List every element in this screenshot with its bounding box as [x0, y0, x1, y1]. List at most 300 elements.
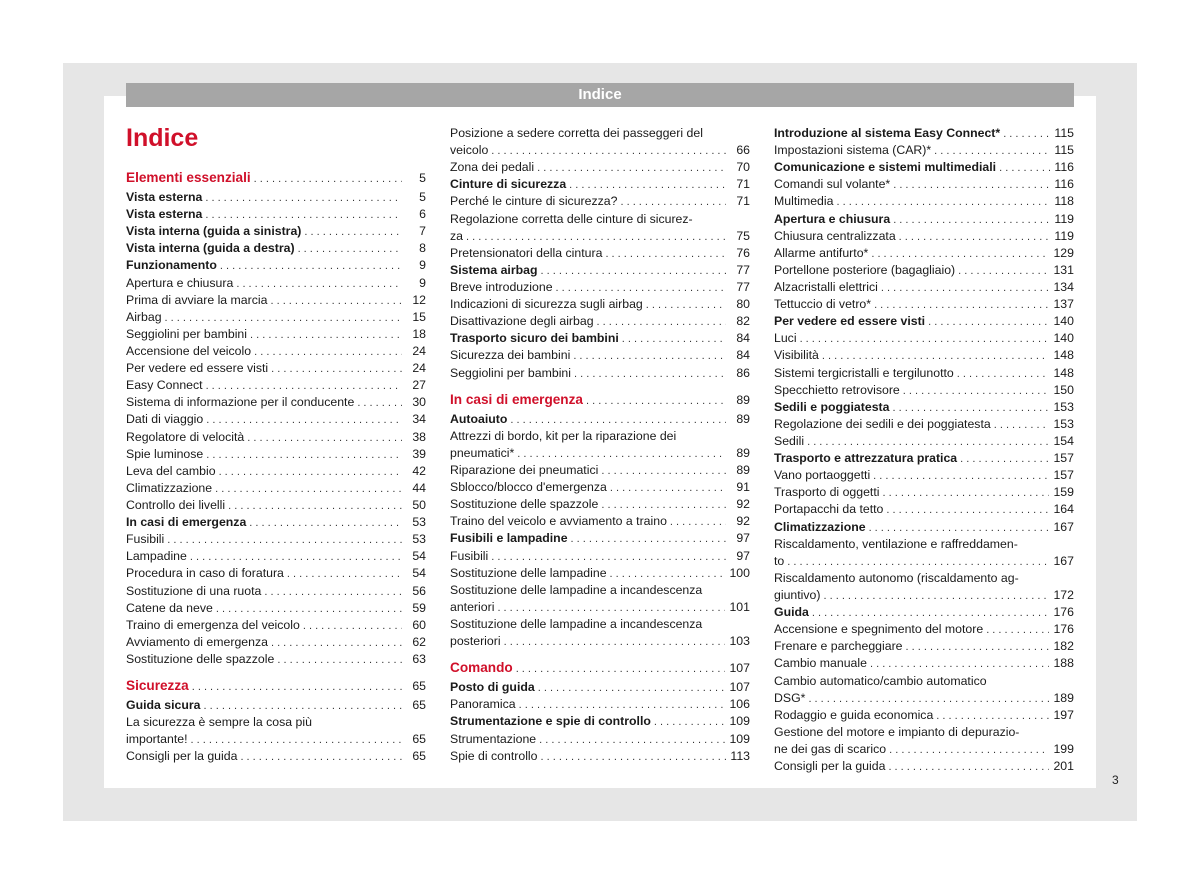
toc-entry[interactable]	[126, 651, 426, 668]
toc-entry-continued	[450, 428, 750, 445]
dot-leader	[601, 463, 726, 479]
toc-entry[interactable]	[774, 176, 1074, 193]
toc-entry[interactable]	[450, 713, 750, 730]
dot-leader	[167, 532, 402, 548]
toc-column-1	[126, 125, 426, 766]
dot-leader	[893, 212, 1050, 228]
dot-leader	[190, 549, 402, 565]
toc-entry[interactable]	[450, 496, 750, 513]
dot-leader	[539, 732, 725, 748]
toc-entry[interactable]	[126, 343, 426, 360]
toc-entry[interactable]	[450, 696, 750, 713]
dot-leader	[807, 434, 1049, 450]
dot-leader	[219, 464, 402, 480]
dot-leader	[958, 263, 1049, 279]
toc-entry-page: 12	[412, 292, 426, 307]
dot-leader	[870, 656, 1050, 672]
toc-entry-page: 24	[412, 343, 426, 358]
toc-entry-page: 65	[412, 679, 426, 694]
toc-entry[interactable]	[774, 604, 1074, 621]
toc-entry[interactable]	[450, 228, 750, 245]
toc-entry[interactable]	[774, 245, 1074, 262]
toc-entry-page: 70	[736, 160, 750, 175]
toc-entry-page: 34	[412, 412, 426, 427]
dot-leader	[228, 498, 402, 514]
toc-entry-label: pneumatici*	[450, 445, 515, 460]
dot-leader	[886, 502, 1049, 518]
dot-leader	[808, 691, 1049, 707]
toc-entry-label: Comando	[450, 660, 513, 676]
toc-entry-page: 109	[729, 731, 750, 746]
toc-entry-label: Prima di avviare la marcia	[126, 292, 268, 307]
toc-entry[interactable]	[450, 599, 750, 616]
toc-entry[interactable]	[126, 617, 426, 634]
dot-leader	[569, 177, 726, 193]
toc-entry[interactable]	[126, 206, 426, 223]
toc-entry-page: 53	[412, 532, 426, 547]
dot-leader	[192, 676, 402, 697]
toc-entry[interactable]	[450, 748, 750, 765]
dot-leader	[254, 344, 402, 360]
toc-entry-page: 199	[1053, 741, 1074, 756]
dot-leader	[541, 749, 727, 765]
dot-leader	[357, 395, 402, 411]
toc-entry[interactable]	[774, 296, 1074, 313]
dot-leader	[491, 143, 726, 159]
toc-entry-page: 9	[419, 258, 426, 273]
toc-entry-label: Vista interna (guida a destra)	[126, 241, 295, 256]
toc-entry-page: 38	[412, 429, 426, 444]
toc-entry[interactable]	[126, 463, 426, 480]
dot-leader	[610, 480, 726, 496]
toc-column-3	[774, 125, 1074, 775]
toc-entry[interactable]	[450, 679, 750, 696]
toc-entry[interactable]	[450, 479, 750, 496]
dot-leader	[646, 297, 726, 313]
toc-entry-label: Leva del cambio	[126, 463, 216, 478]
toc-entry[interactable]	[774, 638, 1074, 655]
toc-section-heading[interactable]	[450, 657, 750, 679]
toc-entry-label: Vista interna (guida a sinistra)	[126, 224, 302, 239]
dot-leader	[303, 618, 402, 634]
dot-leader	[654, 714, 726, 730]
toc-entry-label: Comunicazione e sistemi multimediali	[774, 160, 997, 175]
toc-entry[interactable]	[774, 587, 1074, 604]
toc-entry[interactable]	[774, 399, 1074, 416]
toc-entry-page: 50	[412, 497, 426, 512]
toc-entry[interactable]	[126, 275, 426, 292]
toc-entry[interactable]	[126, 223, 426, 240]
toc-entry-label: Regolazione dei sedili e dei poggiatesta	[774, 416, 991, 431]
toc-entry[interactable]	[774, 193, 1074, 210]
toc-entry-page: 84	[736, 331, 750, 346]
toc-entry-label: Sedili	[774, 433, 805, 448]
toc-entry[interactable]	[126, 394, 426, 411]
toc-entry-page: 137	[1053, 297, 1074, 312]
toc-entry-page: 119	[1054, 228, 1074, 243]
toc-entry-label: In casi di emergenza	[126, 515, 247, 530]
toc-entry[interactable]	[774, 365, 1074, 382]
toc-entry-label: Sostituzione delle spazzole	[126, 651, 275, 666]
toc-entry-label: Climatizzazione	[126, 480, 213, 495]
toc-entry-label: Trasporto sicuro dei bambini	[450, 331, 619, 346]
dot-leader	[881, 280, 1050, 296]
toc-entry[interactable]	[450, 411, 750, 428]
toc-entry-label: Regolazione corretta delle cinture di sicurez-	[450, 211, 693, 226]
toc-entry-label: Gestione del motore e impianto di depurazio-	[774, 724, 1020, 739]
toc-entry[interactable]	[126, 480, 426, 497]
toc-entry-page: 65	[412, 749, 426, 764]
toc-entry[interactable]	[126, 600, 426, 617]
dot-leader	[610, 566, 726, 582]
toc-entry-page: 54	[412, 549, 426, 564]
toc-entry[interactable]	[450, 313, 750, 330]
toc-entry-label: Traino di emergenza del veicolo	[126, 617, 300, 632]
toc-entry-page: 129	[1053, 245, 1074, 260]
dot-leader	[516, 658, 726, 679]
dot-leader	[620, 194, 726, 210]
toc-entry-label: Guida	[774, 605, 809, 620]
toc-entry[interactable]	[450, 279, 750, 296]
toc-entry-page: 92	[736, 497, 750, 512]
toc-entry-label: Regolatore di velocità	[126, 429, 245, 444]
toc-entry-page: 65	[412, 732, 426, 747]
toc-entry[interactable]	[774, 228, 1074, 245]
toc-entry-page: 66	[736, 143, 750, 158]
toc-entry[interactable]	[774, 553, 1074, 570]
toc-entry-page: 103	[729, 634, 750, 649]
toc-entry-page: 157	[1053, 451, 1074, 466]
toc-entry[interactable]	[450, 245, 750, 262]
dot-leader	[491, 549, 726, 565]
toc-entry-label: Alzacristalli elettrici	[774, 279, 878, 294]
toc-entry[interactable]	[126, 583, 426, 600]
toc-entry-page: 42	[412, 463, 426, 478]
toc-entry-label: Posizione a sedere corretta dei passeggeri del	[450, 126, 703, 140]
toc-entry-page: 182	[1053, 639, 1074, 654]
toc-entry-label: Sostituzione delle lampadine a incandescenza	[450, 616, 703, 631]
toc-entry[interactable]	[450, 445, 750, 462]
toc-entry-page: 153	[1053, 399, 1074, 414]
toc-column-2	[450, 125, 750, 765]
dot-leader	[264, 584, 402, 600]
dot-leader	[504, 634, 726, 650]
toc-entry-page: 131	[1053, 262, 1074, 277]
toc-entry[interactable]	[774, 741, 1074, 758]
dot-leader	[271, 361, 402, 377]
toc-entry[interactable]	[126, 411, 426, 428]
toc-entry-page: 167	[1053, 553, 1074, 568]
dot-leader	[191, 732, 402, 748]
toc-entry[interactable]	[126, 309, 426, 326]
toc-entry-page: 60	[412, 617, 426, 632]
toc-entry-label: Riscaldamento autonomo (riscaldamento ag-	[774, 570, 1019, 585]
toc-entry-label: Attrezzi di bordo, kit per la riparazione dei	[450, 428, 677, 443]
toc-entry[interactable]	[774, 655, 1074, 672]
toc-entry-page: 140	[1053, 331, 1074, 346]
toc-entry[interactable]	[774, 125, 1074, 142]
dot-leader	[888, 759, 1049, 775]
dot-leader	[571, 531, 726, 547]
toc-entry-label: Cambio automatico/cambio automatico	[774, 673, 987, 688]
toc-entry-label: Sblocco/blocco d'emergenza	[450, 480, 607, 495]
toc-entry[interactable]	[450, 513, 750, 530]
toc-entry[interactable]	[774, 501, 1074, 518]
toc-entry-page: 172	[1053, 587, 1074, 602]
toc-entry-label: giuntivo)	[774, 587, 821, 602]
toc-entry[interactable]	[450, 565, 750, 582]
toc-entry-label: Disattivazione degli airbag	[450, 314, 594, 329]
page-number: 3	[1112, 773, 1119, 787]
toc-entry-page: 80	[736, 297, 750, 312]
toc-entry-label: Allarme antifurto*	[774, 245, 869, 260]
toc-entry-label: Airbag	[126, 309, 162, 324]
toc-entry[interactable]	[126, 257, 426, 274]
toc-entry-page: 97	[736, 531, 750, 546]
dot-leader	[586, 390, 726, 411]
toc-entry-page: 59	[412, 600, 426, 615]
toc-entry[interactable]	[774, 707, 1074, 724]
toc-entry[interactable]	[774, 467, 1074, 484]
toc-entry-label: Frenare e parcheggiare	[774, 639, 903, 654]
toc-entry-label: Dati di viaggio	[126, 412, 204, 427]
dot-leader	[240, 749, 402, 765]
toc-entry-label: Panoramica	[450, 697, 516, 712]
toc-entry-label: Trasporto di oggetti	[774, 485, 880, 500]
toc-entry[interactable]	[450, 530, 750, 547]
toc-entry-page: 113	[730, 748, 750, 763]
toc-entry-continued	[126, 714, 426, 731]
dot-leader	[517, 446, 726, 462]
toc-entry-label: Consigli per la guida	[126, 749, 238, 764]
toc-entry[interactable]	[450, 548, 750, 565]
dot-leader	[304, 224, 402, 240]
toc-entry[interactable]	[774, 450, 1074, 467]
toc-entry-continued	[774, 570, 1074, 587]
toc-entry[interactable]	[450, 142, 750, 159]
toc-entry-page: 15	[412, 309, 426, 324]
toc-entry-label: Easy Connect	[126, 378, 203, 393]
toc-entry-label: La sicurezza è sempre la cosa più	[126, 715, 312, 730]
toc-entry[interactable]	[450, 176, 750, 193]
toc-entry[interactable]	[774, 142, 1074, 159]
toc-entry-label: Trasporto e attrezzatura pratica	[774, 451, 958, 466]
toc-entry[interactable]	[774, 347, 1074, 364]
toc-entry-continued	[450, 211, 750, 228]
dot-leader	[165, 310, 402, 326]
toc-entry[interactable]	[774, 758, 1074, 775]
toc-entry[interactable]	[774, 313, 1074, 330]
toc-entry-label: Catene da neve	[126, 600, 213, 615]
toc-entry-page: 44	[412, 480, 426, 495]
toc-entry[interactable]	[450, 347, 750, 364]
dot-leader	[986, 622, 1049, 638]
toc-entry-page: 89	[736, 445, 750, 460]
toc-entry[interactable]	[774, 519, 1074, 536]
dot-leader	[215, 481, 402, 497]
toc-entry-page: 167	[1053, 519, 1074, 534]
toc-entry[interactable]	[450, 731, 750, 748]
toc-entry-label: Cambio manuale	[774, 656, 867, 671]
toc-entry-label: Avviamento di emergenza	[126, 634, 268, 649]
toc-entry[interactable]	[774, 211, 1074, 228]
toc-entry[interactable]	[774, 330, 1074, 347]
toc-entry-label: Sistema airbag	[450, 262, 538, 277]
toc-entry[interactable]	[450, 262, 750, 279]
toc-entry-label: Vista esterna	[126, 190, 203, 204]
toc-entry[interactable]	[126, 189, 426, 206]
toc-entry[interactable]	[774, 433, 1074, 450]
toc-entry-page: 9	[419, 275, 426, 290]
toc-entry-page: 176	[1053, 605, 1074, 620]
toc-entry-label: ne dei gas di scarico	[774, 741, 887, 756]
toc-entry-page: 148	[1053, 365, 1074, 380]
dot-leader	[960, 451, 1049, 467]
toc-entry-label: Breve introduzione	[450, 279, 553, 294]
toc-entry[interactable]	[774, 416, 1074, 433]
toc-entry-page: 109	[729, 714, 750, 729]
toc-section-heading[interactable]	[450, 389, 750, 411]
toc-section-heading[interactable]	[126, 675, 426, 697]
dot-leader	[883, 485, 1050, 501]
toc-entry-page: 134	[1053, 279, 1074, 294]
toc-entry[interactable]	[126, 634, 426, 651]
toc-entry-label: In casi di emergenza	[450, 391, 583, 407]
toc-entry[interactable]	[126, 748, 426, 765]
dot-leader	[298, 241, 402, 257]
toc-entry[interactable]	[126, 326, 426, 343]
toc-entry[interactable]	[774, 262, 1074, 279]
toc-section-heading[interactable]	[126, 167, 426, 189]
toc-entry-page: 89	[736, 411, 750, 426]
toc-entry[interactable]	[450, 633, 750, 650]
dot-leader	[205, 207, 402, 223]
dot-leader	[574, 366, 726, 382]
toc-entry-page: 116	[1054, 177, 1074, 192]
toc-entry-page: 53	[412, 515, 426, 530]
toc-entry[interactable]	[450, 296, 750, 313]
toc-entry-label: Visibilità	[774, 348, 819, 363]
dot-leader	[277, 652, 402, 668]
toc-entry-label: Sicurezza dei bambini	[450, 348, 571, 363]
toc-entry-page: 27	[412, 378, 426, 393]
dot-leader	[510, 412, 726, 428]
toc-entry-label: importante!	[126, 732, 188, 747]
toc-entry[interactable]	[774, 279, 1074, 296]
toc-entry-page: 39	[412, 446, 426, 461]
toc-entry-label: za	[450, 228, 463, 243]
toc-entry-label: Consigli per la guida	[774, 759, 886, 774]
toc-entry-label: Controllo dei livelli	[126, 497, 226, 512]
dot-leader	[271, 635, 402, 651]
toc-entry-label: Impostazioni sistema (CAR)*	[774, 143, 932, 158]
toc-entry-label: Multimedia	[774, 194, 834, 209]
dot-leader	[573, 348, 726, 364]
toc-entry-label: Fusibili e lampadine	[450, 531, 568, 546]
toc-entry[interactable]	[450, 159, 750, 176]
toc-entry[interactable]	[126, 514, 426, 531]
toc-entry-page: 107	[729, 661, 750, 676]
toc-entry[interactable]	[126, 429, 426, 446]
toc-entry-page: 153	[1053, 416, 1074, 431]
toc-entry-page: 89	[736, 392, 750, 407]
toc-entry[interactable]	[774, 484, 1074, 501]
dot-leader	[822, 348, 1050, 364]
dot-leader	[206, 412, 402, 428]
toc-entry-page: 5	[419, 171, 426, 185]
toc-entry[interactable]	[774, 621, 1074, 638]
toc-entry-label: Autoaiuto	[450, 411, 508, 426]
toc-entry-page: 6	[419, 207, 426, 222]
toc-entry[interactable]	[126, 731, 426, 748]
toc-entry-page: 56	[412, 583, 426, 598]
toc-entry-label: Indicazioni di sicurezza sugli airbag	[450, 297, 643, 312]
toc-entry[interactable]	[774, 690, 1074, 707]
toc-entry[interactable]	[450, 365, 750, 382]
toc-entry[interactable]	[450, 193, 750, 210]
toc-entry-label: Seggiolini per bambini	[450, 365, 571, 380]
toc-entry-page: 82	[736, 314, 750, 329]
toc-entry[interactable]	[126, 292, 426, 309]
toc-entry-page: 164	[1053, 502, 1074, 517]
toc-entry-page: 7	[419, 224, 426, 239]
toc-entry-label: Tettuccio di vetro*	[774, 297, 872, 312]
toc-entry-label: Portapacchi da tetto	[774, 502, 884, 517]
dot-leader	[800, 331, 1050, 347]
dot-leader	[873, 468, 1049, 484]
toc-entry-label: Chiusura centralizzata	[774, 228, 896, 243]
toc-entry[interactable]	[126, 565, 426, 582]
toc-entry-page: 119	[1054, 211, 1074, 226]
dot-leader	[537, 160, 726, 176]
toc-entry[interactable]	[126, 697, 426, 714]
toc-entry-continued	[774, 724, 1074, 741]
toc-entry-continued	[450, 616, 750, 633]
toc-entry-label: Strumentazione	[450, 731, 537, 746]
toc-entry-label: Pretensionatori della cintura	[450, 245, 603, 260]
toc-entry-label: Spie di controllo	[450, 748, 538, 763]
dot-leader	[957, 366, 1050, 382]
toc-entry[interactable]	[450, 462, 750, 479]
toc-entry[interactable]	[126, 377, 426, 394]
toc-entry[interactable]	[450, 330, 750, 347]
toc-entry-label: Sostituzione delle lampadine a incandescenza	[450, 582, 703, 597]
toc-entry[interactable]	[774, 382, 1074, 399]
toc-entry-page: 159	[1053, 485, 1074, 500]
toc-entry[interactable]	[126, 548, 426, 565]
dot-leader	[892, 400, 1049, 416]
dot-leader	[254, 168, 402, 189]
toc-entry-label: to	[774, 553, 785, 568]
toc-entry-label: Riscaldamento, ventilazione e raffreddamen-	[774, 536, 1018, 551]
toc-entry[interactable]	[126, 360, 426, 377]
toc-entry[interactable]	[126, 531, 426, 548]
toc-entry-label: Posto di guida	[450, 680, 535, 695]
toc-entry-label: Accensione e spegnimento del motore	[774, 622, 984, 637]
toc-entry[interactable]	[126, 240, 426, 257]
toc-entry[interactable]	[126, 446, 426, 463]
dot-leader	[836, 194, 1050, 210]
toc-entry-label: Portellone posteriore (bagagliaio)	[774, 262, 956, 277]
toc-entry-page: 189	[1053, 690, 1074, 705]
toc-entry-continued	[450, 125, 750, 142]
toc-entry[interactable]	[774, 159, 1074, 176]
toc-entry-label: Apertura e chiusura	[774, 211, 891, 226]
toc-entry-page: 54	[412, 566, 426, 581]
toc-entry-label: Traino del veicolo e avviamento a traino	[450, 514, 667, 529]
toc-entry[interactable]	[126, 497, 426, 514]
dot-leader	[869, 520, 1050, 536]
